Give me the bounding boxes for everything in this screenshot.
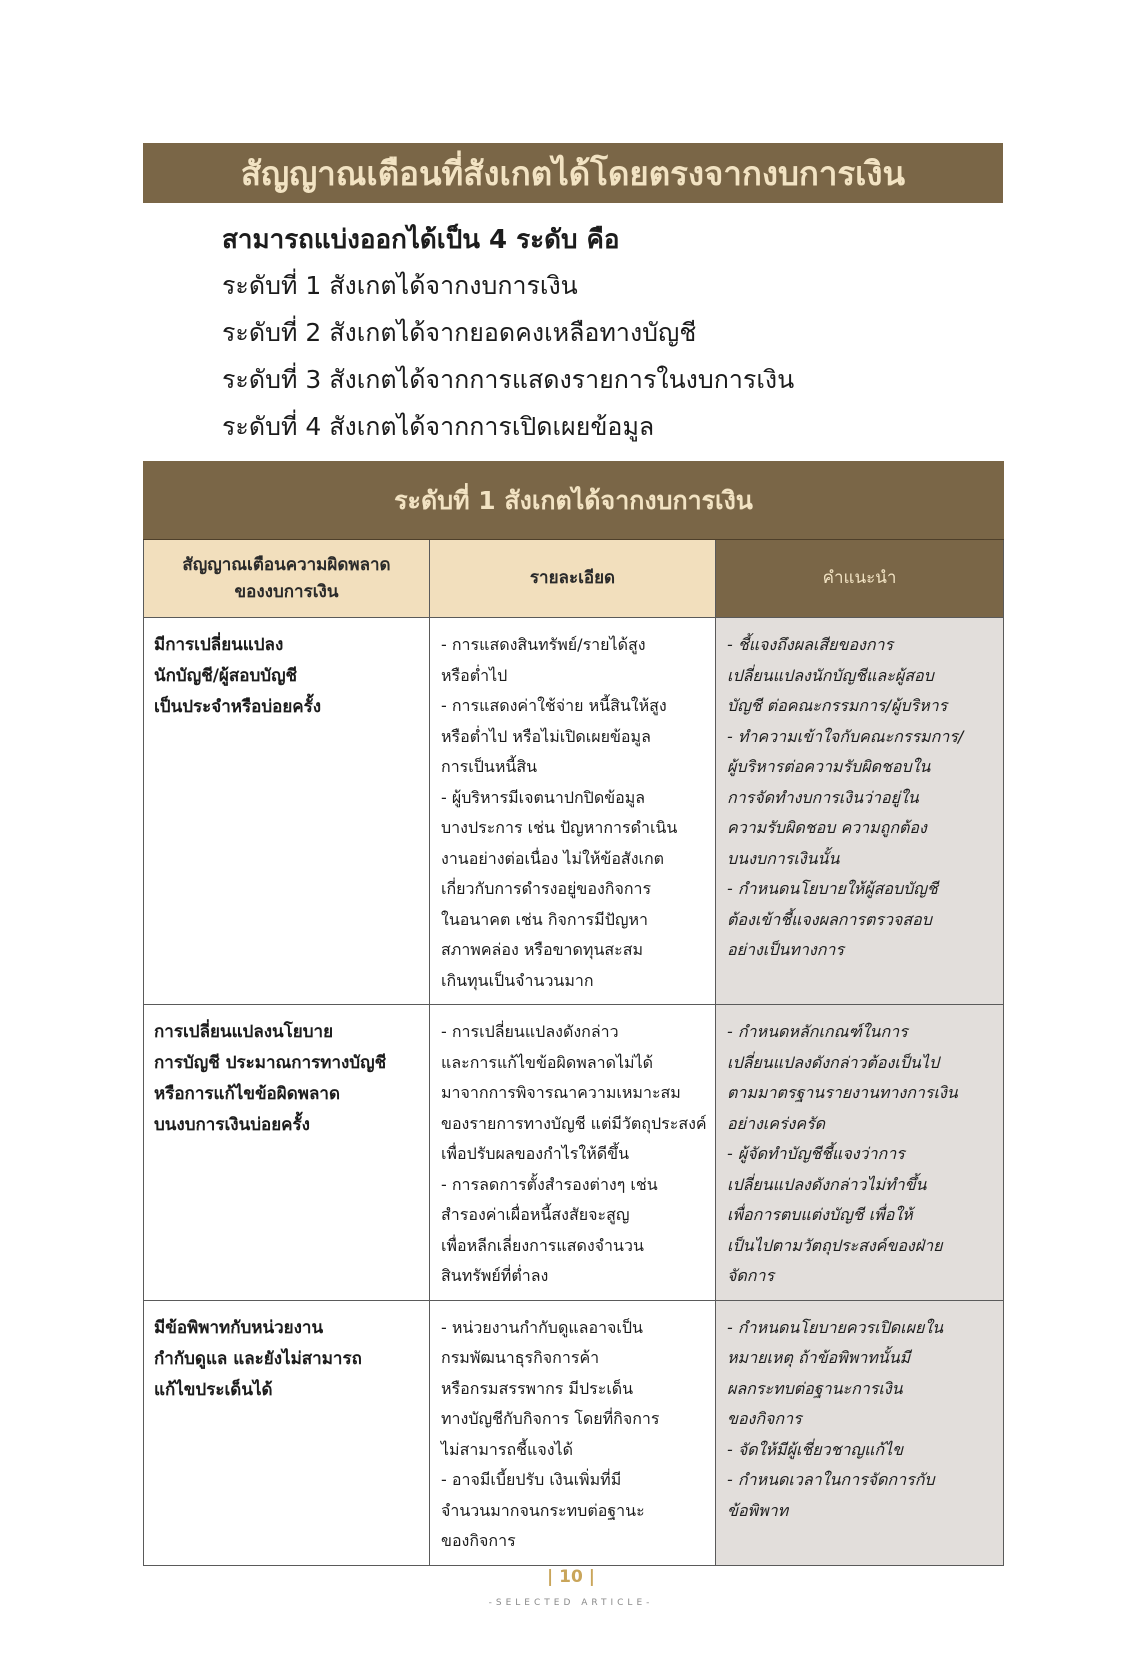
advice-line: - ทำความเข้าใจกับคณะกรรมการ/ [727,726,964,746]
table-body [144,618,1004,1566]
advice-line: จัดการ [727,1266,775,1285]
detail-line: หรือต่ำไป หรือไม่เปิดเผยข้อมูล [441,726,651,746]
detail-line: เพื่อหลีกเลี่ยงการแสดงจำนวน [441,1235,644,1255]
intro-level-4: ระดับที่ 4 สังเกตได้จากการเปิดเผยข้อมูล [222,412,655,441]
intro-level-3: ระดับที่ 3 สังเกตได้จากการแสดงรายการในงบการเงิน [222,365,795,394]
column-header-signal-line: ของงบการเงิน [234,581,339,602]
detail-line: มาจากการพิจารณาความเหมาะสม [441,1083,681,1102]
signal-line: มีข้อพิพาทกับหน่วยงาน [154,1317,324,1338]
advice-line: บัญชี ต่อคณะกรรมการ/ผู้บริหาร [727,696,948,715]
detail-cell [430,618,716,1005]
footer-label: -SELECTED ARTICLE- [488,1598,654,1608]
table-row [144,1005,1004,1301]
detail-line: - การแสดงค่าใช้จ่าย หนี้สินให้สูง [441,696,667,715]
advice-line: อย่างเคร่งครัด [727,1113,826,1133]
advice-line: ตามมาตรฐานรายงานทางการเงิน [727,1083,958,1102]
advice-line: - ผู้จัดทำบัญชีชี้แจงว่าการ [727,1144,905,1163]
intro-heading: สามารถแบ่งออกได้เป็น 4 ระดับ คือ [222,225,620,255]
signal-line: การบัญชี ประมาณการทางบัญชี [154,1053,387,1073]
detail-line: ของรายการทางบัญชี แต่มีวัตถุประสงค์ [441,1113,707,1133]
detail-line: หรือต่ำไป [441,665,508,685]
column-header-signal-line: สัญญาณเตือนความผิดพลาด [182,554,391,575]
detail-cell [430,1005,716,1301]
advice-line: เปลี่ยนแปลงนักบัญชีและผู้สอบ [727,665,934,685]
column-header-detail: รายละเอียด [430,540,716,618]
advice-line: ข้อพิพาท [727,1500,789,1520]
signal-cell [144,1300,430,1565]
signal-cell [144,618,430,1005]
detail-line: ของกิจการ [441,1531,516,1550]
advice-line: - กำหนดนโยบายให้ผู้สอบบัญชี [727,879,938,898]
page-number: | 10 | [547,1567,595,1587]
signal-line: มีการเปลี่ยนแปลง [154,635,284,655]
detail-line: ไม่สามารถชี้แจงได้ [441,1439,573,1459]
intro-level-2: ระดับที่ 2 สังเกตได้จากยอดคงเหลือทางบัญชี [222,318,697,347]
advice-line: เป็นไปตามวัตถุประสงค์ของฝ่าย [727,1235,943,1255]
detail-line: เกี่ยวกับการดำรงอยู่ของกิจการ [441,879,652,898]
advice-line: เปลี่ยนแปลงดังกล่าวไม่ทำขึ้น [727,1174,927,1194]
advice-line: บนงบการเงินนั้น [727,848,840,868]
detail-line: - การแสดงสินทรัพย์/รายได้สูง [441,635,646,654]
detail-line: สินทรัพย์ที่ต่ำลง [441,1266,549,1285]
advice-cell [716,1300,1004,1565]
signal-line: นักบัญชี/ผู้สอบบัญชี [154,666,298,686]
table-header-row [144,540,1004,618]
advice-line: ของกิจการ [727,1409,802,1428]
page-title: สัญญาณเตือนที่สังเกตได้โดยตรงจากงบการเงิน [143,143,1003,203]
table-row [144,618,1004,1005]
advice-line: - ชี้แจงถึงผลเสียของการ [727,635,894,654]
column-header-advice: คำแนะนำ [716,540,1004,618]
detail-cell [430,1300,716,1565]
signal-line: แก้ไขประเด็นได้ [154,1379,273,1400]
signal-line: บนงบการเงินบ่อยครั้ง [154,1115,310,1135]
detail-line: จำนวนมากจนกระทบต่อฐานะ [441,1500,645,1520]
advice-line: ต้องเข้าชี้แจงผลการตรวจสอบ [727,909,932,929]
table-title-row [144,462,1004,540]
column-header-signal [144,540,430,618]
advice-line: ผู้บริหารต่อความรับผิดชอบใน [727,757,931,776]
signal-line: กำกับดูแล และยังไม่สามารถ [154,1348,362,1369]
advice-line: - กำหนดเวลาในการจัดการกับ [727,1470,935,1489]
advice-line: - กำหนดหลักเกณฑ์ในการ [727,1022,908,1041]
advice-line: เพื่อการตบแต่งบัญชี เพื่อให้ [727,1205,913,1224]
advice-line: ความรับผิดชอบ ความถูกต้อง [727,818,927,837]
detail-line: สำรองค่าเผื่อหนี้สงสัยจะสูญ [441,1205,630,1224]
signal-cell [144,1005,430,1301]
detail-line: - การลดการตั้งสำรองต่างๆ เช่น [441,1174,658,1194]
intro-level-1: ระดับที่ 1 สังเกตได้จากงบการเงิน [222,271,578,300]
table-title: ระดับที่ 1 สังเกตได้จากงบการเงิน [144,462,1004,540]
advice-line: ผลกระทบต่อฐานะการเงิน [727,1378,903,1398]
warning-table [143,461,1003,1566]
detail-line: ในอนาคต เช่น กิจการมีปัญหา [441,909,649,929]
detail-line: เกินทุนเป็นจำนวนมาก [441,970,594,990]
detail-line: - การเปลี่ยนแปลงดังกล่าว [441,1022,619,1041]
table-row [144,1300,1004,1565]
advice-line: หมายเหตุ ถ้าข้อพิพาทนั้นมี [727,1348,911,1367]
advice-line: การจัดทำงบการเงินว่าอยู่ใน [727,787,919,807]
signal-line: การเปลี่ยนแปลงนโยบาย [154,1022,334,1042]
advice-line: - กำหนดนโยบายควรเปิดเผยใน [727,1317,944,1337]
detail-line: สภาพคล่อง หรือขาดทุนสะสม [441,940,644,959]
detail-line: เพื่อปรับผลของกำไรให้ดีขึ้น [441,1144,630,1163]
advice-line: เปลี่ยนแปลงดังกล่าวต้องเป็นไป [727,1052,940,1072]
detail-line: - ผู้บริหารมีเจตนาปกปิดข้อมูล [441,787,646,807]
advice-cell [716,618,1004,1005]
signal-line: หรือการแก้ไขข้อผิดพลาด [154,1084,340,1104]
detail-line: การเป็นหนี้สิน [441,757,538,776]
detail-line: บางประการ เช่น ปัญหาการดำเนิน [441,818,678,837]
advice-cell [716,1005,1004,1301]
detail-line: - อาจมีเบี้ยปรับ เงินเพิ่มที่มี [441,1470,622,1489]
detail-line: ทางบัญชีกับกิจการ โดยที่กิจการ [441,1409,660,1428]
signal-line: เป็นประจำหรือบ่อยครั้ง [154,697,322,717]
detail-line: - หน่วยงานกำกับดูแลอาจเป็น [441,1317,643,1337]
advice-line: - จัดให้มีผู้เชี่ยวชาญแก้ไข [727,1439,904,1459]
detail-line: งานอย่างต่อเนื่อง ไม่ให้ข้อสังเกต [441,848,665,868]
detail-line: หรือกรมสรรพากร มีประเด็น [441,1378,634,1398]
intro-section [222,218,1002,450]
detail-line: และการแก้ไขข้อผิดพลาดไม่ได้ [441,1052,654,1072]
advice-line: อย่างเป็นทางการ [727,940,844,959]
detail-line: กรมพัฒนาธุรกิจการค้า [441,1348,600,1367]
